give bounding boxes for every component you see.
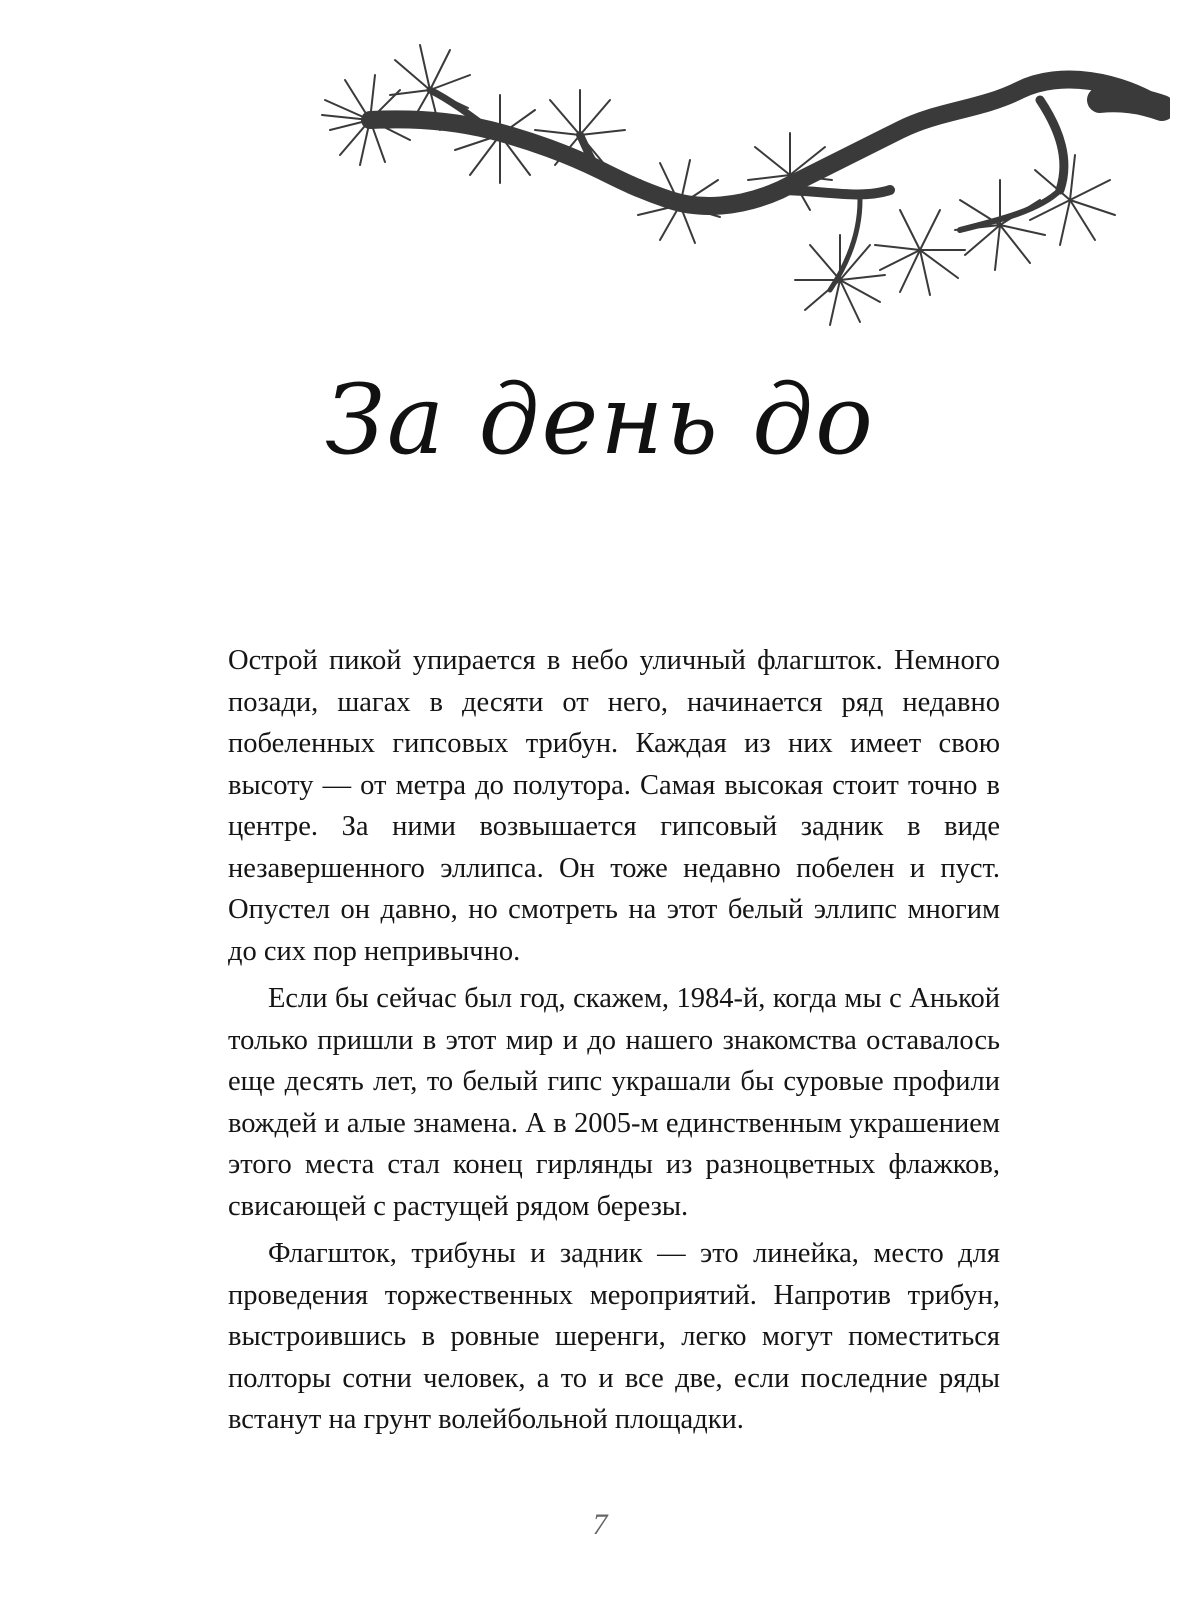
pine-branch-icon [300, 40, 1170, 350]
paragraph: Если бы сейчас был год, скажем, 1984-й, когда мы с Анькой только пришли в этот мир и до нашего знакомства оставалось еще десять лет, то белый гипс украшали бы суровые профили вождей и алые знамена. А в 2005-м единственным украшением этого места стал конец гирлянды из разноцветных флажков, свисающей с растущей рядом березы. [228, 983, 1000, 1222]
paragraph: Острой пикой упирается в небо уличный флагшток. Немного позади, шагах в десяти от него, начинается ряд недавно побеленных гипсовых трибун. Каждая из них имеет свою высоту — от метра до полутора. Самая высокая стоит точно в центре. За ними возвышается гипсовый задник в виде незавершенного эллипса. Он тоже недавно побелен и пуст. Опустел он давно, но смотреть на этот белый эллипс многим до сих пор непривычно. [228, 645, 1000, 967]
paragraph: Флагшток, трибуны и задник — это линейка, место для проведения торжественных мероприятий. Напротив трибун, выстроившись в ровные шеренги, легко могут поместиться полторы сотни человек, а то и все две, если последние ряды встанут на грунт волейбольной площадки. [228, 1238, 1000, 1435]
chapter-title: За день до [325, 364, 875, 476]
chapter-body [228, 640, 1000, 1441]
page-number: 7 [592, 1508, 608, 1541]
